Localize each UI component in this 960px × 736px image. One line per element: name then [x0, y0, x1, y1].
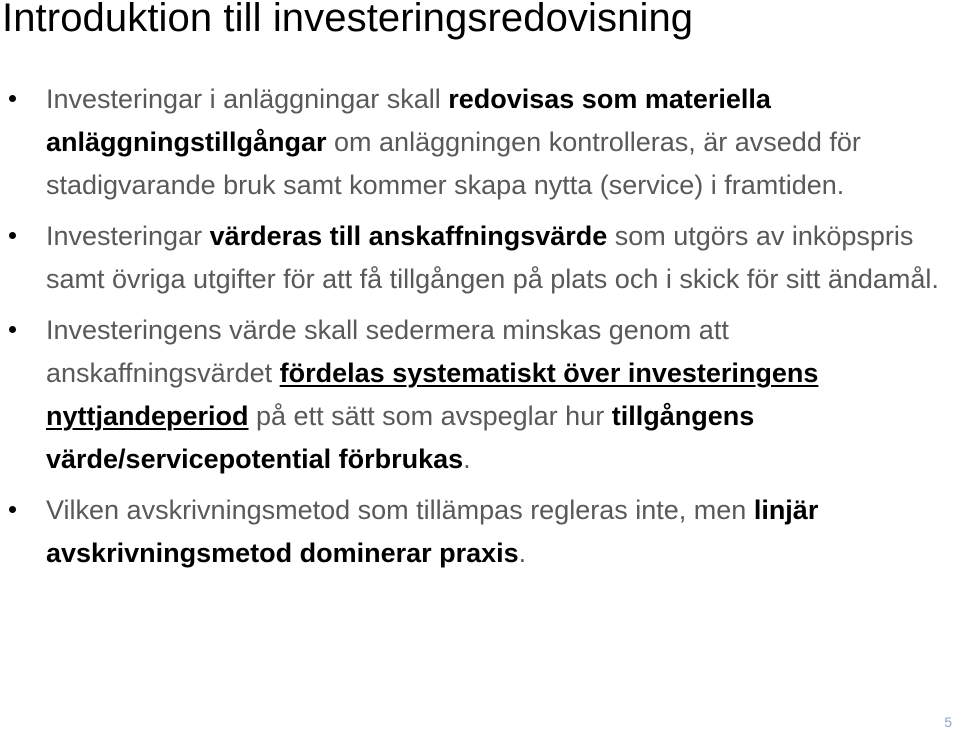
bullet-item — [0, 78, 945, 207]
bullet-item — [0, 489, 945, 575]
bullet-text-part: Investeringens värde skall sedermera minskas genom att anskaffningsvärdet — [46, 315, 729, 388]
slide-number: 5 — [944, 714, 952, 730]
bullet-text-part: Investeringar — [46, 221, 210, 251]
bullet-dot-icon — [9, 95, 16, 102]
bullet-bold-text: linjär avskrivningsmetod dominerar praxis — [46, 495, 819, 568]
bullet-text-part: som utgörs av inköpspris samt övriga utgifter för att få tillgången på plats och i skick för sitt ändamål. — [46, 221, 939, 294]
bullet-bold-text: tillgångens värde/servicepotential förbrukas — [46, 401, 755, 474]
bullet-bold-text: redovisas som materiella anläggningstillgångar — [46, 84, 771, 157]
bullet-underlined-text: fördelas systematiskt över investeringens nyttjandeperiod — [46, 358, 819, 431]
bullet-bold-text: värderas till anskaffningsvärde — [209, 221, 608, 251]
bullet-dot-icon — [9, 232, 16, 239]
slide-title: Introduktion till investeringsredovisning — [2, 0, 694, 40]
bullet-text-part: . — [463, 444, 471, 474]
bullet-text-part: . — [518, 538, 527, 568]
bullet-text-part: om anläggningen kontrolleras, är avsedd för stadigvarande bruk samt kommer skapa nytta (service) i framtiden. — [46, 127, 861, 200]
bullet-text-part: Vilken avskrivningsmetod som tillämpas regleras inte, men — [46, 495, 754, 525]
bullet-item — [0, 309, 945, 481]
bullet-dot-icon — [9, 506, 16, 513]
bullet-dot-icon — [9, 326, 16, 333]
bullet-item — [0, 215, 945, 301]
bullet-text-part: Investeringar i anläggningar skall — [46, 84, 449, 114]
bullet-text-part: på ett sätt som avspeglar hur — [248, 401, 612, 431]
bullet-list — [0, 78, 945, 583]
